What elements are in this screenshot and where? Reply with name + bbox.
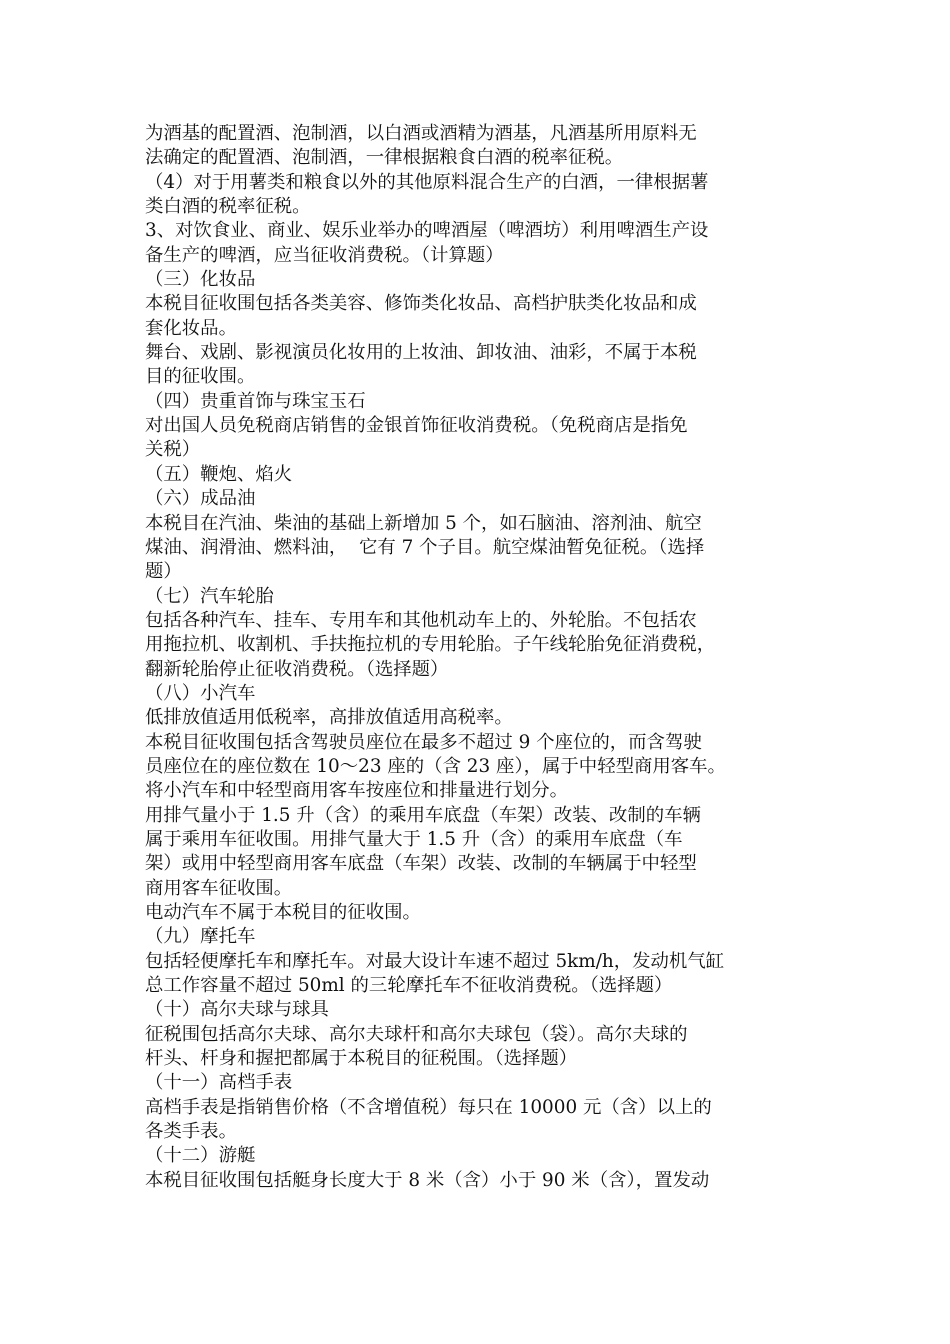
- text-line: 舞台、戏剧、影视演员化妆用的上妆油、卸妆油、油彩，不属于本税: [145, 342, 697, 364]
- section-heading: （三）化妆品: [145, 269, 256, 291]
- text-line: 各类手表。: [145, 1121, 237, 1143]
- text-line: 题）: [145, 561, 182, 583]
- text-line: 本税目征收围包括各类美容、修饰类化妆品、高档护肤类化妆品和成: [145, 293, 697, 315]
- text-line: 煤油、润滑油、燃料油， 它有 7 个子目。航空煤油暂免征税。（选择: [145, 536, 705, 558]
- section-heading: （八）小汽车: [145, 682, 256, 704]
- text-line: 杆头、杆身和握把都属于本税目的征税围。（选择题）: [145, 1048, 578, 1070]
- text-line: 电动汽车不属于本税目的征收围。: [145, 902, 421, 923]
- text-line: 架）或用中轻型商用客车底盘（车架）改装、改制的车辆属于中轻型: [145, 853, 697, 875]
- text-line: 法确定的配置酒、泡制酒，一律根据粮食白酒的税率征税。: [145, 147, 624, 169]
- text-line: 将小汽车和中轻型商用客车按座位和排量进行划分。: [145, 780, 568, 802]
- text-line: 属于乘用车征收围。用排气量大于 1.5 升（含）的乘用车底盘（车: [145, 828, 683, 850]
- section-heading: （九）摩托车: [145, 926, 256, 948]
- text-line: 备生产的啤酒，应当征收消费税。（计算题）: [145, 244, 504, 266]
- section-heading: （六）成品油: [145, 488, 256, 510]
- text-line: 包括轻便摩托车和摩托车。对最大设计车速不超过 5km/h，发动机气缸: [145, 950, 725, 972]
- document-body: [145, 122, 810, 1193]
- text-line: 翻新轮胎停止征收消费税。（选择题）: [145, 658, 449, 680]
- text-line: 目的征收围。: [145, 366, 256, 388]
- text-line: 员座位在的座位数在 10～23 座的（含 23 座），属于中轻型商用客车。: [145, 755, 726, 777]
- text-line: 征税围包括高尔夫球、高尔夫球杆和高尔夫球包（袋）。高尔夫球的: [145, 1023, 688, 1045]
- text-line: 商用客车征收围。: [145, 877, 293, 899]
- section-heading: （五）鞭炮、焰火: [145, 463, 293, 485]
- text-line: 关税）: [145, 439, 201, 461]
- text-line: 本税目征收围包括含驾驶员座位在最多不超过 9 个座位的，而含驾驶: [145, 731, 702, 753]
- section-heading: （四）贵重首饰与珠宝玉石: [145, 390, 366, 412]
- text-line: 套化妆品。: [145, 317, 237, 339]
- text-line: 对出国人员免税商店销售的金银首饰征收消费税。（免税商店是指免: [145, 415, 688, 437]
- text-line: 低排放值适用低税率，高排放值适用高税率。: [145, 707, 513, 729]
- text-line: 用拖拉机、收割机、手扶拖拉机的专用轮胎。子午线轮胎免征消费税，: [145, 634, 716, 656]
- text-line: 本税目在汽油、柴油的基础上新增加 5 个，如石脑油、溶剂油、航空: [145, 512, 702, 534]
- text-line: （4）对于用薯类和粮食以外的其他原料混合生产的白酒，一律根据薯: [145, 171, 709, 193]
- text-line: 总工作容量不超过 50ml 的三轮摩托车不征收消费税。（选择题）: [145, 975, 673, 997]
- text-line: 为酒基的配置酒、泡制酒，以白酒或酒精为酒基，凡酒基所用原料无: [145, 123, 697, 144]
- text-line: 用排气量小于 1.5 升（含）的乘用车底盘（车架）改装、改制的车辆: [145, 804, 701, 826]
- text-line: 3、对饮食业、商业、娱乐业举办的啤酒屋（啤酒坊）利用啤酒生产设: [145, 220, 709, 242]
- section-heading: （十二）游艇: [145, 1145, 256, 1167]
- text-line: 本税目征收围包括艇身长度大于 8 米（含）小于 90 米（含），置发动: [145, 1169, 710, 1191]
- section-heading: （十）高尔夫球与球具: [145, 999, 329, 1021]
- text-line: 高档手表是指销售价格（不含增值税）每只在 10000 元（含）以上的: [145, 1096, 712, 1118]
- section-heading: （十一）高档手表: [145, 1072, 293, 1094]
- section-heading: （七）汽车轮胎: [145, 585, 274, 607]
- text-line: 包括各种汽车、挂车、专用车和其他机动车上的、外轮胎。不包括农: [145, 609, 697, 631]
- text-line: 类白酒的税率征税。: [145, 196, 311, 218]
